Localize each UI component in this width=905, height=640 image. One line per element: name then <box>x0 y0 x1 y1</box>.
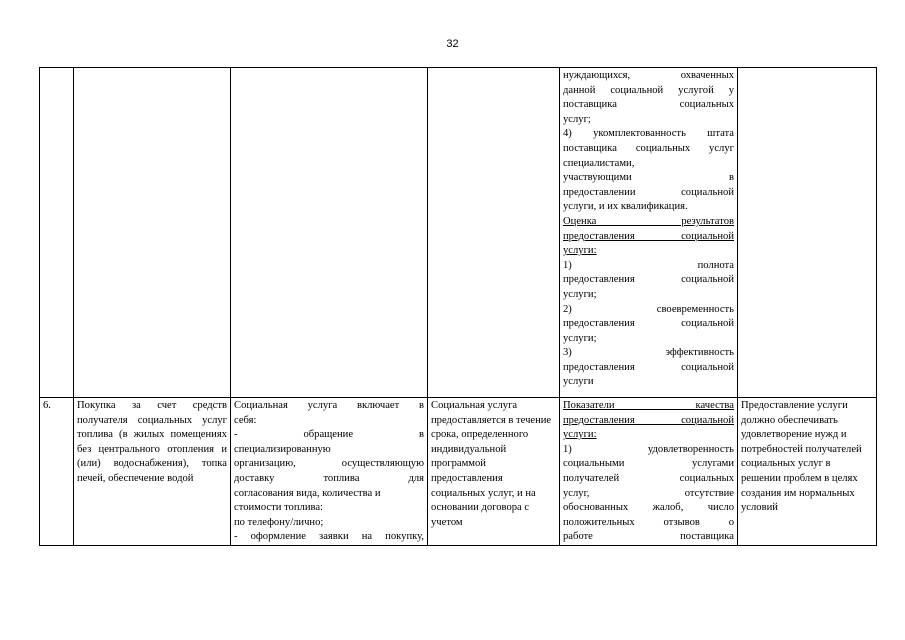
cell-quality-criteria <box>560 398 738 546</box>
text-line: работе поставщика <box>563 531 734 543</box>
text-line: услуги <box>563 376 594 388</box>
services-table <box>39 67 877 546</box>
text-line: доставку топлива для <box>234 472 424 484</box>
cell-service-term <box>428 68 560 398</box>
text-line: участвующими в <box>563 172 734 184</box>
text-line: специализированную <box>234 443 331 455</box>
text-line: нуждающихся, охваченных <box>563 70 734 81</box>
text-line: обоснованных жалоб, число <box>563 502 734 514</box>
text-line: предоставления социальной <box>563 274 734 286</box>
text-line: услуг, отсутствие <box>563 487 734 499</box>
page-number: 32 <box>446 38 459 50</box>
text-line: Показатели качества <box>563 400 734 411</box>
text-line: получателей социальных <box>563 472 734 484</box>
text-line: себя: <box>234 414 257 426</box>
cell-service-content <box>231 398 428 546</box>
text-line: социальными услугами <box>563 458 734 470</box>
text-line: услуги, и их квалификация. <box>563 201 688 213</box>
text-line: 3) эффективность <box>563 347 734 359</box>
cell-service-term: Социальная услуга предоставляется в течение срока, определенного индивидуальной программой предоставления социальных услуг, и на основании договора с учетом <box>428 398 560 546</box>
text-line: 4) укомплектованность штата <box>563 128 734 140</box>
text-line: услуги: <box>563 429 597 441</box>
cell-conditions: Предоставление услуги должно обеспечивать удовлетворение нужд и потребностей получателей социальных услуг в решении проблем в целях создания им нормальных условий <box>738 398 877 546</box>
text-line: предоставления социальной <box>563 318 734 330</box>
cell-service-name: Покупка за счет средств получателя социальных услуг топлива (в жилых помещениях без центрального отопления и (или) водоснабжения), топка печей, обеспечение водой <box>74 398 231 546</box>
cell-service-name <box>74 68 231 398</box>
text-line: 1) полнота <box>563 259 734 271</box>
text-line: 1) удовлетворенность <box>563 443 734 455</box>
text-line: организацию, осуществляющую <box>234 458 424 470</box>
text-line: предоставления социальной <box>563 230 734 242</box>
table-row-6 <box>40 398 877 546</box>
text-line: услуг; <box>563 113 591 125</box>
text-line: по телефону/лично; <box>234 516 324 528</box>
text-line: стоимости топлива: <box>234 502 323 514</box>
cell-number <box>40 68 74 398</box>
text-line: специалистами, <box>563 157 635 169</box>
text-line: данной социальной услугой у <box>563 84 734 96</box>
text-line: поставщика социальных услуг <box>563 142 734 154</box>
text-line: Социальная услуга включает в <box>234 400 424 411</box>
text-line: положительных отзывов о <box>563 516 734 528</box>
text-line: услуги; <box>563 288 597 300</box>
text-line: Оценка результатов <box>563 215 734 227</box>
text-line: предоставления социальной <box>563 414 734 426</box>
table-row-continued <box>40 68 877 398</box>
cell-quality-criteria <box>560 68 738 398</box>
cell-conditions <box>738 68 877 398</box>
text-line: предоставления социальной <box>563 361 734 373</box>
text-line: согласования вида, количества и <box>234 487 381 499</box>
text-line: предоставлении социальной <box>563 186 734 198</box>
text-line: - обращение в <box>234 429 424 441</box>
text-line: услуги: <box>563 245 597 257</box>
text-line: - оформление заявки на покупку, <box>234 531 424 543</box>
cell-number: 6. <box>40 398 74 546</box>
text-line: поставщика социальных <box>563 99 734 111</box>
text-line: услуги; <box>563 332 597 344</box>
text-line: 2) своевременность <box>563 303 734 315</box>
cell-service-content <box>231 68 428 398</box>
